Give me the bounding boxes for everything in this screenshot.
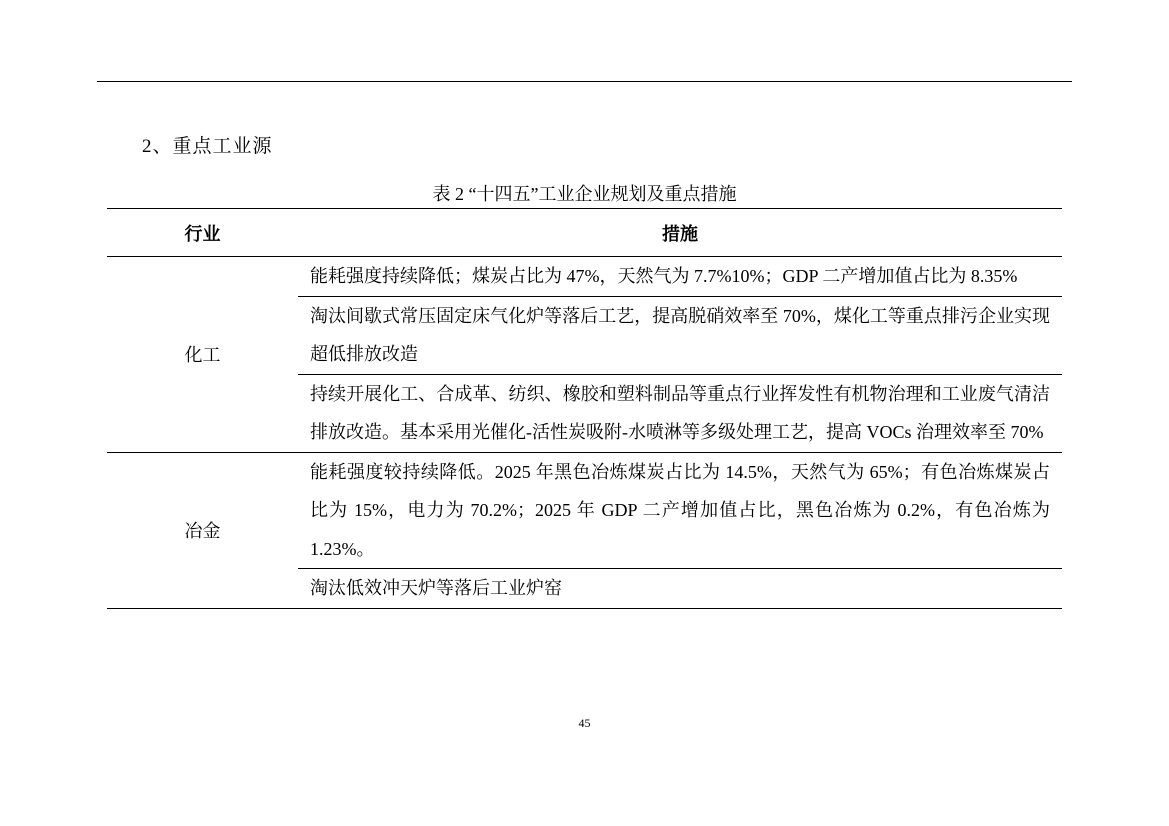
measure-cell: 持续开展化工、合成革、纺织、橡胶和塑料制品等重点行业挥发性有机物治理和工业废气清洁排放改造。基本采用光催化-活性炭吸附-水喷淋等多级处理工艺，提高 VOCs 治理效率至 70% bbox=[298, 374, 1062, 452]
header-rule bbox=[97, 81, 1072, 82]
table-row bbox=[107, 452, 1062, 569]
industry-cell-chemical: 化工 bbox=[107, 257, 298, 453]
measure-cell: 淘汰间歇式常压固定床气化炉等落后工艺，提高脱硝效率至 70%，煤化工等重点排污企业实现超低排放改造 bbox=[298, 296, 1062, 374]
measure-cell: 能耗强度较持续降低。2025 年黑色冶炼煤炭占比为 14.5%，天然气为 65%；有色冶炼煤炭占比为 15%，电力为 70.2%；2025 年 GDP 二产增加值占比，黑色冶炼为 0.2%，有色冶炼为 1.23%。 bbox=[298, 452, 1062, 569]
page-number: 45 bbox=[578, 716, 591, 730]
table-header-row bbox=[107, 209, 1062, 257]
table-row bbox=[107, 257, 1062, 297]
column-header-industry: 行业 bbox=[107, 209, 298, 257]
measure-cell: 能耗强度持续降低；煤炭占比为 47%，天然气为 7.7%10%；GDP 二产增加值占比为 8.35% bbox=[298, 257, 1062, 297]
section-heading: 2、重点工业源 bbox=[142, 136, 273, 157]
industry-cell-metallurgy: 冶金 bbox=[107, 452, 298, 608]
table-caption: 表 2 “十四五”工业企业规划及重点措施 bbox=[432, 184, 737, 204]
measure-cell: 淘汰低效冲天炉等落后工业炉窑 bbox=[298, 569, 1062, 609]
column-header-measures: 措施 bbox=[298, 209, 1062, 257]
measures-table bbox=[107, 208, 1062, 609]
